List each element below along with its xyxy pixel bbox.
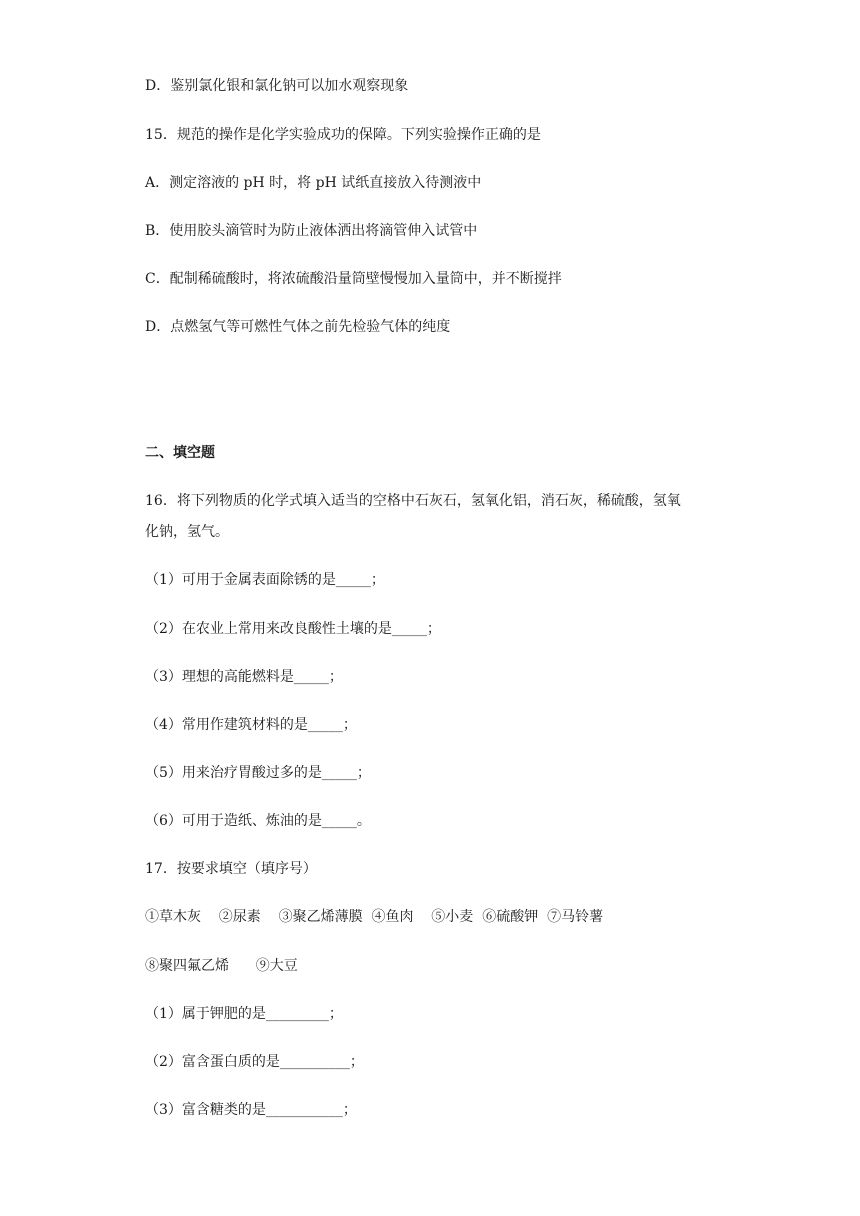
- q16-stem-line2: 化钠，氢气。: [145, 524, 229, 540]
- q16-item-3: （3）理想的高能燃料是_____；: [145, 669, 343, 685]
- q16-item-5: （5）用来治疗胃酸过多的是_____；: [145, 765, 371, 781]
- q17-choices-line1: ①草木灰 ②尿素 ③聚乙烯薄膜 ④鱼肉 ⑤小麦 ⑥硫酸钾 ⑦马铃薯: [145, 909, 604, 925]
- q15-option-b: B．使用胶头滴管时为防止液体洒出将滴管伸入试管中: [145, 223, 478, 239]
- section-heading: 二、填空题: [145, 445, 215, 461]
- q15-option-a: A．测定溶液的 pH 时，将 pH 试纸直接放入待测液中: [145, 175, 482, 191]
- q16-item-6: （6）可用于造纸、炼油的是_____。: [145, 813, 371, 829]
- q17-item-1: （1）属于钾肥的是_________；: [145, 1006, 343, 1022]
- q16-stem-line1: 16．将下列物质的化学式填入适当的空格中石灰石，氢氧化铝，消石灰，稀硫酸，氢氧: [145, 493, 681, 509]
- q15-option-c: C．配制稀硫酸时，将浓硫酸沿量筒壁慢慢加入量筒中，并不断搅拌: [145, 271, 562, 287]
- q17-item-3: （3）富含糖类的是___________；: [145, 1102, 357, 1118]
- q15-option-d: D．点燃氢气等可燃性气体之前先检验气体的纯度: [145, 319, 451, 335]
- q16-item-1: （1）可用于金属表面除锈的是_____；: [145, 572, 385, 588]
- q15-stem: 15．规范的操作是化学实验成功的保障。下列实验操作正确的是: [145, 127, 541, 143]
- q17-item-2: （2）富含蛋白质的是__________；: [145, 1054, 364, 1070]
- q16-item-2: （2）在农业上常用来改良酸性土壤的是_____；: [145, 621, 441, 637]
- q17-choices-line2: ⑧聚四氟乙烯 ⑨大豆: [145, 958, 298, 974]
- q14-option-d: D．鉴别氯化银和氯化钠可以加水观察现象: [145, 78, 409, 94]
- q17-stem: 17．按要求填空（填序号）: [145, 861, 317, 877]
- q16-item-4: （4）常用作建筑材料的是_____；: [145, 717, 357, 733]
